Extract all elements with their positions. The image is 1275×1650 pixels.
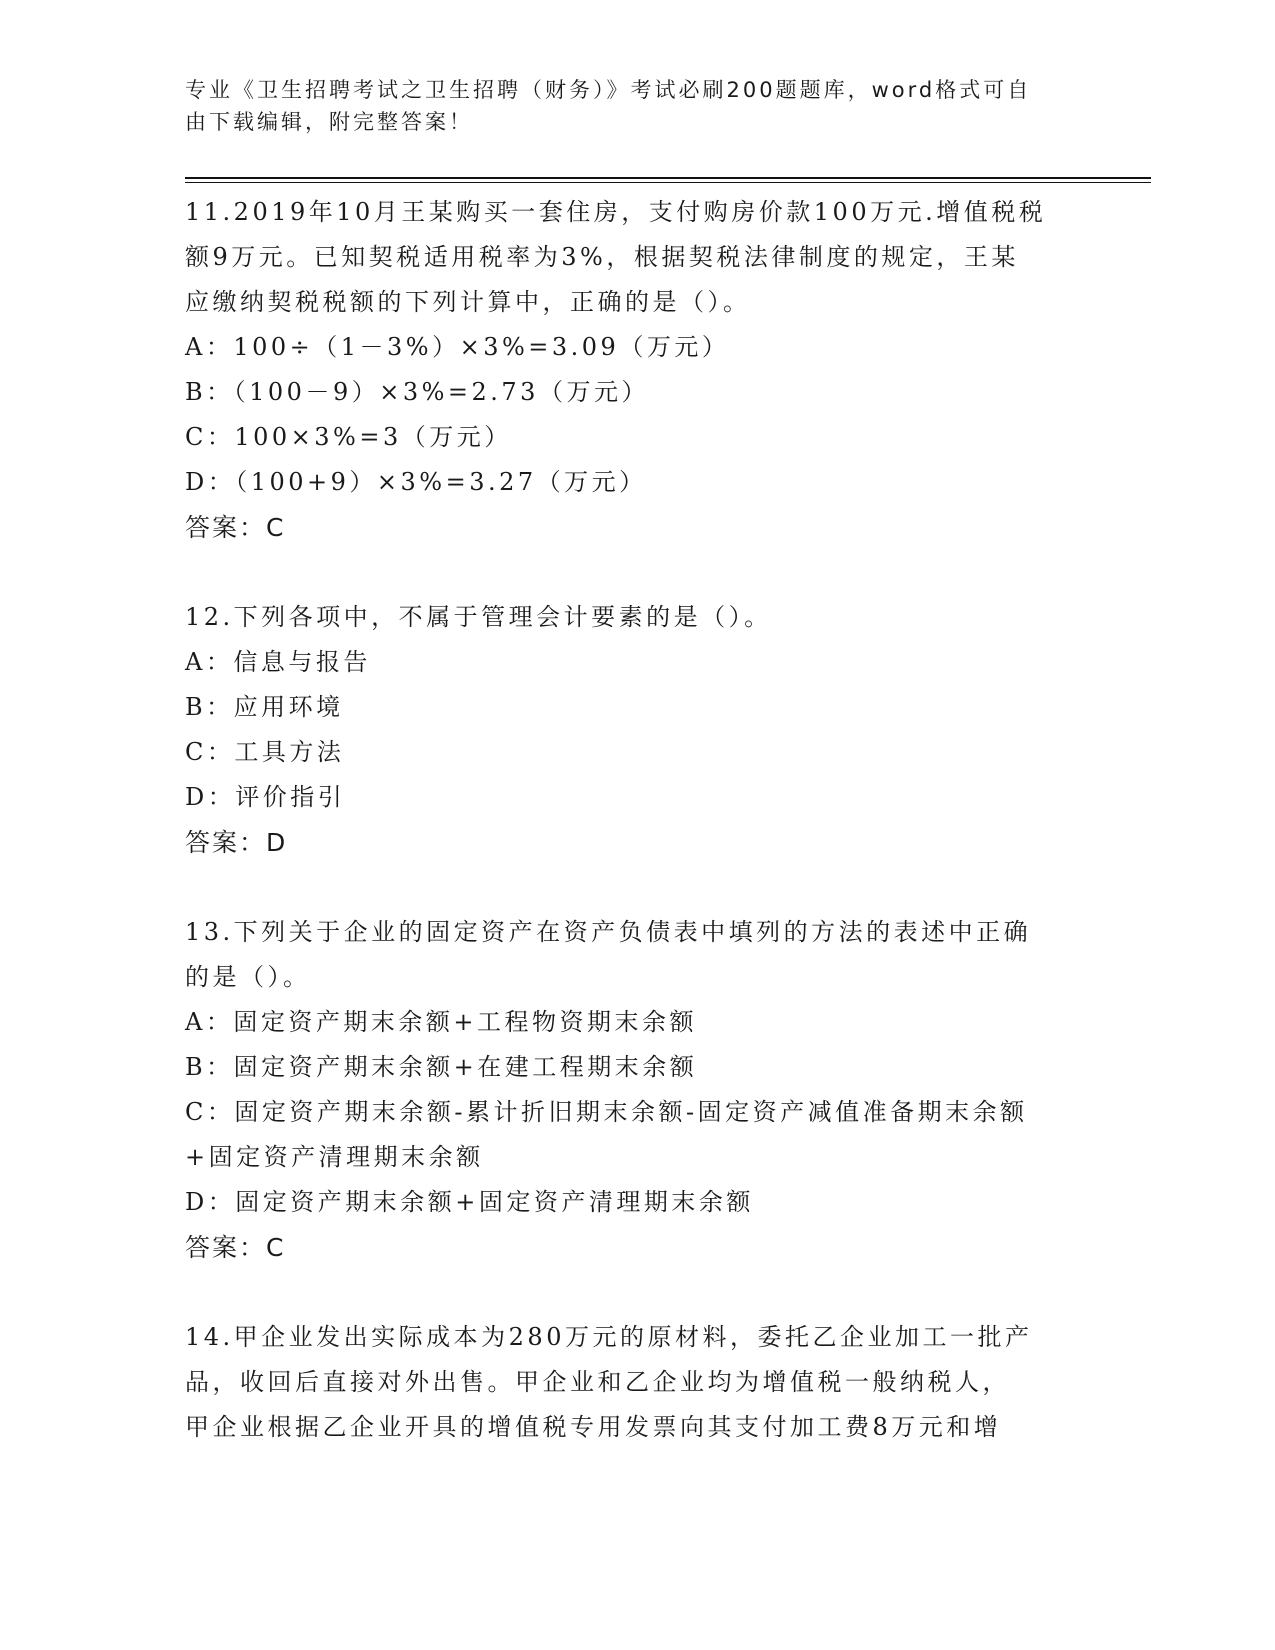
question-block <box>185 190 1085 550</box>
question-stem-line: 13.下列关于企业的固定资产在资产负债表中填列的方法的表述中正确 <box>185 918 1032 946</box>
answer-key: 答案：D <box>185 828 288 857</box>
question-stem-line: 应缴纳契税税额的下列计算中，正确的是（）。 <box>185 288 751 316</box>
answer-key: 答案：C <box>185 513 286 542</box>
question-block <box>185 910 1085 1270</box>
question-block <box>185 595 1085 865</box>
answer-option: B：（100－9）×3%=2.73（万元） <box>185 378 649 406</box>
answer-option: C：100×3%=3（万元） <box>185 423 512 451</box>
question-stem-line: 14.甲企业发出实际成本为280万元的原材料，委托乙企业加工一批产 <box>185 1323 1033 1351</box>
answer-option: C：固定资产期末余额-累计折旧期末余额-固定资产减值准备期末余额 <box>185 1098 1028 1126</box>
answer-option: A：信息与报告 <box>185 648 371 676</box>
answer-option: D：评价指引 <box>185 783 346 811</box>
question-block <box>185 1315 1085 1450</box>
answer-option: B：应用环境 <box>185 693 344 721</box>
answer-key: 答案：C <box>185 1233 286 1262</box>
document-header <box>185 74 1065 138</box>
answer-option: A：固定资产期末余额+工程物资期末余额 <box>185 1008 697 1036</box>
answer-option: +固定资产清理期末余额 <box>185 1143 484 1171</box>
question-stem-line: 的是（）。 <box>185 963 311 991</box>
header-line-2: 由下载编辑，附完整答案！ <box>185 110 473 134</box>
header-divider-thick <box>185 177 1151 179</box>
question-stem-line: 甲企业根据乙企业开具的增值税专用发票向其支付加工费8万元和增 <box>185 1413 1002 1441</box>
question-stem-line: 额9万元。已知契税适用税率为3%，根据契税法律制度的规定，王某 <box>185 243 1019 271</box>
answer-option: D：固定资产期末余额+固定资产清理期末余额 <box>185 1188 754 1216</box>
question-stem-line: 12.下列各项中，不属于管理会计要素的是（）。 <box>185 603 772 631</box>
answer-option: A：100÷（1－3%）×3%=3.09（万元） <box>185 333 730 361</box>
header-line-1: 专业《卫生招聘考试之卫生招聘（财务）》考试必刷200题题库，word格式可自 <box>185 78 1032 102</box>
question-list <box>185 190 1085 1495</box>
header-divider-thin <box>185 182 1151 183</box>
question-stem-line: 品，收回后直接对外出售。甲企业和乙企业均为增值税一般纳税人， <box>185 1368 1010 1396</box>
answer-option: B：固定资产期末余额+在建工程期末余额 <box>185 1053 698 1081</box>
answer-option: C：工具方法 <box>185 738 345 766</box>
question-stem-line: 11.2019年10月王某购买一套住房，支付购房价款100万元.增值税税 <box>185 198 1047 226</box>
answer-option: D：（100+9）×3%=3.27（万元） <box>185 468 647 496</box>
